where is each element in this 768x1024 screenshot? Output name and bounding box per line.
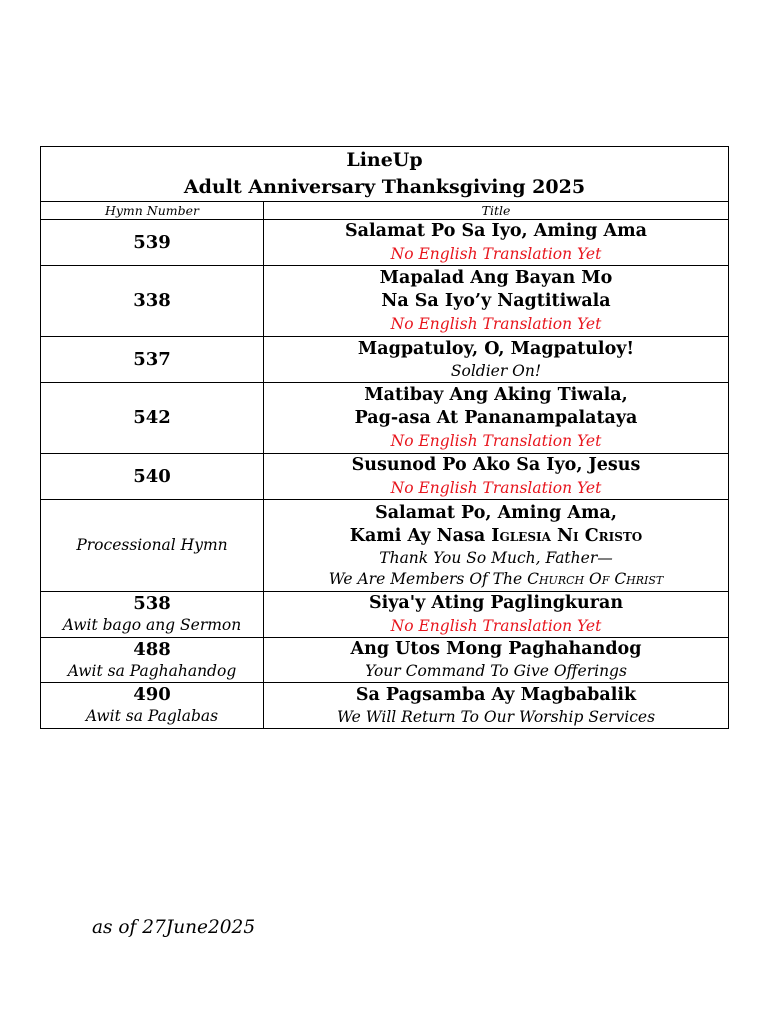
hymn-label: Awit sa Paghahandog: [67, 661, 237, 680]
hymn-number: 338: [133, 290, 171, 311]
hymn-number: 542: [133, 407, 171, 428]
hymn-title-line2-church: Iglesia Ni Cristo: [491, 525, 643, 546]
hymn-number: 539: [133, 231, 171, 253]
table-row: [41, 383, 729, 454]
hymn-title-cell: [264, 454, 729, 500]
hymn-title-line1: Matibay Ang Aking Tiwala,: [364, 385, 628, 405]
hymn-number: 540: [133, 465, 171, 487]
hymn-translation: No English Translation Yet: [390, 432, 602, 450]
table-row: [41, 266, 729, 337]
header-hymn-number: Hymn Number: [41, 202, 264, 220]
hymn-title-line2: Pag-asa At Pananampalataya: [354, 408, 638, 428]
hymn-title-cell: [264, 500, 729, 592]
hymn-label: Awit sa Paglabas: [85, 707, 219, 725]
hymn-number-cell: [41, 454, 264, 500]
hymn-number-cell: [41, 337, 264, 383]
hymn-number-cell: [41, 638, 264, 683]
hymn-title-line1: Salamat Po, Aming Ama,: [375, 502, 617, 523]
table-header-row: [41, 202, 729, 220]
lineup-table: [40, 146, 729, 729]
hymn-title: Susunod Po Ako Sa Iyo, Jesus: [351, 455, 641, 475]
hymn-title: Siya'y Ating Paglingkuran: [368, 593, 624, 613]
hymn-title-cell: [264, 383, 729, 454]
hymn-title-line1: Mapalad Ang Bayan Mo: [379, 268, 613, 288]
hymn-number-cell: [41, 266, 264, 337]
header-title: Title: [264, 202, 729, 220]
hymn-translation: No English Translation Yet: [390, 479, 602, 497]
hymn-title-cell: [264, 683, 729, 729]
hymn-number: 488: [133, 638, 171, 660]
table-row: [41, 638, 729, 683]
hymn-number: 537: [133, 348, 171, 370]
hymn-title-cell: [264, 220, 729, 266]
hymn-label-cell: [41, 500, 264, 592]
hymn-number-cell: [41, 683, 264, 729]
hymn-translation-line2-church: Church Of Christ: [527, 569, 664, 588]
hymn-number: 490: [133, 684, 171, 705]
hymn-translation: Soldier On!: [450, 361, 542, 380]
table-title-cell: [41, 147, 729, 202]
hymn-title-line2: [264, 525, 728, 548]
hymn-translation-line1: Thank You So Much, Father—: [379, 548, 613, 567]
hymn-title-line2: Na Sa Iyo’y Nagtitiwala: [381, 291, 611, 311]
hymn-title-cell: [264, 638, 729, 683]
table-title-row: [41, 147, 729, 202]
hymn-number-cell: [41, 383, 264, 454]
table-title-line1: LineUp: [346, 149, 423, 171]
hymn-title-line2-prefix: Kami Ay Nasa: [349, 525, 492, 546]
hymn-label: Processional Hymn: [76, 536, 228, 554]
table-row: [41, 454, 729, 500]
hymn-translation: No English Translation Yet: [390, 245, 602, 263]
hymn-title-cell: [264, 337, 729, 383]
hymn-translation: No English Translation Yet: [390, 617, 602, 635]
hymn-title: Salamat Po Sa Iyo, Aming Ama: [345, 221, 647, 241]
hymn-title: Sa Pagsamba Ay Magbabalik: [355, 684, 637, 705]
hymn-title: Ang Utos Mong Paghahandog: [350, 639, 642, 659]
hymn-title-cell: [264, 592, 729, 638]
hymn-title: Magpatuloy, O, Magpatuloy!: [357, 338, 635, 359]
table-row: [41, 592, 729, 638]
hymn-translation-line2-prefix: We Are Members Of The: [328, 569, 528, 588]
hymn-label: Awit bago ang Sermon: [62, 616, 242, 634]
hymn-translation: We Will Return To Our Worship Services: [336, 707, 656, 726]
hymn-translation: No English Translation Yet: [390, 315, 602, 333]
hymn-number: 538: [133, 593, 171, 614]
table-title-line2: Adult Anniversary Thanksgiving 2025: [183, 176, 586, 198]
table-row: [41, 683, 729, 729]
table-row: [41, 337, 729, 383]
hymn-translation: Your Command To Give Offerings: [365, 662, 627, 680]
table-row: [41, 500, 729, 592]
hymn-number-cell: [41, 592, 264, 638]
hymn-title-cell: [264, 266, 729, 337]
table-row: [41, 220, 729, 266]
as-of-date-note: as of 27June2025: [92, 917, 256, 938]
hymn-translation-line2: [264, 569, 728, 590]
hymn-number-cell: [41, 220, 264, 266]
